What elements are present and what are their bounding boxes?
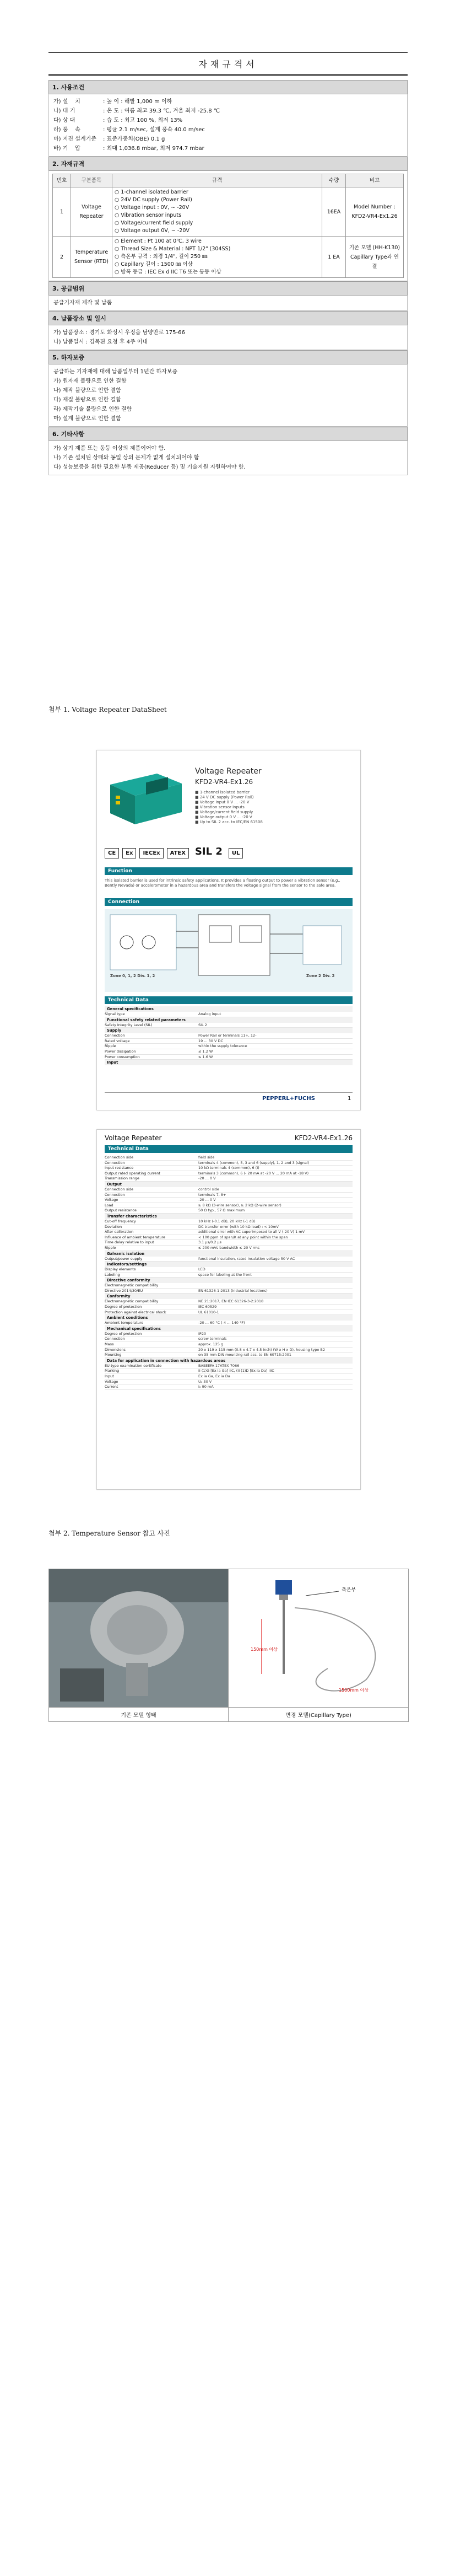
tech-value: EN 61326-1:2013 (industrial locations)	[198, 1288, 268, 1293]
tech-row	[105, 1240, 353, 1246]
tech-subheader: Supply	[105, 1028, 353, 1033]
tech-value: ≤ 200 mVs bandwidth ≤ 20 V rms	[198, 1245, 260, 1250]
feature-item: ■ 1-channel isolated barrier	[195, 790, 250, 795]
tech-value: -20 ... 60 °C (-4 ... 140 °F)	[198, 1321, 245, 1325]
tech-value: terminals 3 (common), 6 (- 20 mA at -20 V ... 20 mA at -18 V)	[198, 1171, 309, 1176]
tech-value: < 100 ppm of span/K at any point within the span	[198, 1235, 288, 1239]
tech-value: Analog input	[198, 1012, 221, 1016]
section-1-body	[48, 94, 408, 157]
section-2-body	[48, 171, 408, 281]
condition-row	[53, 125, 403, 135]
tech-value: field side	[198, 1155, 215, 1160]
condition-row	[53, 135, 403, 144]
table-row	[53, 187, 404, 237]
tech-label: Mass	[105, 1342, 114, 1347]
condition-value: : 최대 1,036.8 mbar, 최저 974.7 mbar	[103, 146, 204, 152]
tech-row	[105, 1299, 353, 1305]
section-3-body	[48, 296, 408, 311]
spec-line: ○ Voltage input : 0V, ∼ -20V	[115, 205, 189, 211]
tech-row	[105, 1219, 353, 1225]
zone-left-label: Zone 0, 1, 2 Div. 1, 2	[110, 974, 155, 978]
tech-row	[105, 1044, 353, 1049]
tech-label: EU-type examination certificate	[105, 1363, 162, 1368]
tech-value: -20 ... 0 V	[198, 1198, 216, 1203]
certification-logos	[105, 844, 353, 859]
tech-label: Display elements	[105, 1267, 136, 1272]
tech-row	[105, 1305, 353, 1310]
section-6-body	[48, 441, 408, 475]
tech-value: IP20	[198, 1331, 207, 1336]
tech-label: Influence of ambient temperature	[105, 1235, 166, 1239]
feature-item: ■ Vibration sensor inputs	[195, 805, 245, 809]
tech-row	[105, 1193, 353, 1198]
tech-value: approx. 125 g	[198, 1342, 224, 1347]
section-line: 나) 납품일시 : 김목된 요청 후 4주 이내	[53, 339, 148, 345]
section-1-header: 1. 사용조건	[48, 80, 408, 94]
capillary-model-caption: 변경 모델(Capillary Type)	[285, 1713, 351, 1719]
section-3-header: 3. 공급범위	[48, 281, 408, 296]
tech-value: 20 x 119 x 115 mm (0.8 x 4.7 x 4.5 inch) (W x H x D), housing type B2	[198, 1347, 326, 1352]
item-specs	[112, 187, 322, 237]
connection-diagram	[105, 909, 353, 992]
ds1-model: KFD2-VR4-Ex1.26	[195, 778, 253, 786]
feature-item: ■ Voltage input 0 V ... -20 V	[195, 800, 250, 804]
tech-subheader: Input	[105, 1060, 353, 1065]
tech-value: space for labeling at the front	[198, 1272, 252, 1277]
tech-subheader: Galvanic isolation	[105, 1251, 353, 1257]
spec-line: ○ 방폭 등급 : IEC Ex d IIC T6 또는 동등 이상	[115, 269, 221, 275]
ds1-function-header: Function	[105, 867, 353, 875]
tech-label: Marking	[105, 1368, 120, 1373]
photo-table	[48, 1569, 409, 1722]
tech-row	[105, 1384, 353, 1390]
tech-subheader: Output	[105, 1182, 353, 1187]
tech-row	[105, 1348, 353, 1353]
tech-label: Connection	[105, 1337, 125, 1341]
tech-value: screw terminals	[198, 1337, 227, 1341]
tech-value: 50 Ω typ., 57 Ω maximum	[198, 1208, 245, 1213]
ds1-connection-header: Connection	[105, 898, 353, 906]
table-header-cell: 구분품목	[71, 174, 112, 187]
tech-row	[105, 1257, 353, 1262]
ds1-tech-table	[105, 1006, 353, 1065]
item-specs	[112, 237, 322, 278]
tech-label: Labeling	[105, 1272, 120, 1277]
item-qty: 1 EA	[322, 237, 346, 278]
ds1-page-number: 1	[348, 1096, 351, 1102]
tech-value: LED	[198, 1267, 205, 1272]
tech-row	[105, 1171, 353, 1177]
tech-label: Signal type	[105, 1012, 125, 1016]
tech-label: Degree of protection	[105, 1331, 142, 1336]
tech-label: Ambient temperature	[105, 1321, 144, 1325]
tech-label: Input	[105, 1374, 114, 1378]
item-qty: 16EA	[322, 187, 346, 237]
tech-row	[105, 1012, 353, 1017]
tech-value: ≥ 8 kΩ (3-wire sensor), ≥ 2 kΩ (2-wire sensor)	[198, 1203, 281, 1208]
tech-row	[105, 1208, 353, 1214]
tech-subheader: General specifications	[105, 1006, 353, 1012]
tech-value: IEC 60529	[198, 1305, 217, 1310]
tech-label: Dimensions	[105, 1347, 126, 1352]
item-note: 기존 모델 (HH-K130) Capillary Type과 연결	[346, 237, 404, 278]
tech-row	[105, 1203, 353, 1209]
tech-label: Current	[105, 1384, 118, 1389]
section-line: 가) 상기 제품 또는 동등 이상의 제품이어야 함.	[53, 446, 166, 452]
tech-row	[105, 1055, 353, 1060]
ds1-product-title: Voltage Repeater	[195, 767, 262, 776]
tech-label: Input resistance	[105, 1166, 134, 1171]
spec-sheet	[48, 52, 408, 475]
pepperl-fuchs-logo: PEPPERL+FUCHS	[262, 1096, 315, 1102]
spec-line: ○ Thread Size & Material : NPT 1/2" (304SS)	[115, 246, 231, 252]
section-line: 가) 납품장소 : 경기도 화성시 우정읍 남양만로 175-66	[53, 330, 185, 336]
item-number: 1	[53, 187, 71, 237]
section-line: 마) 설계 불량으로 인한 결함	[53, 416, 121, 422]
condition-value: : 습 도 : 최고 100 %, 최저 13%	[103, 117, 183, 124]
tech-label: Ripple	[105, 1044, 116, 1049]
spec-line: ○ Voltage/current field supply	[115, 220, 193, 226]
cert-logo: Ex	[122, 848, 136, 858]
table-header-cell: 번호	[53, 174, 71, 187]
tech-value: Ex ia Ga, Ex ia Da	[198, 1374, 230, 1378]
tech-value: on 35 mm DIN mounting rail acc. to EN 60715:2001	[198, 1353, 291, 1357]
tech-label: Output resistance	[105, 1208, 137, 1213]
cert-logo: SIL 2	[194, 846, 223, 857]
condition-value: : 표준가중치(OBE) 0.1 g	[103, 136, 165, 142]
tech-row	[105, 1380, 353, 1385]
condition-row	[53, 106, 403, 116]
tech-value: functional insulation, rated insulation voltage 50 V AC	[198, 1256, 295, 1261]
tech-label: Safety Integrity Level (SIL)	[105, 1022, 153, 1027]
tech-row	[105, 1321, 353, 1326]
tech-label: Degree of protection	[105, 1305, 142, 1310]
tech-value: Power Rail or terminals 11+, 12-	[198, 1033, 257, 1038]
tech-subheader: Data for application in connection with hazardous areas	[105, 1358, 353, 1364]
tech-value: terminals 7, 8+	[198, 1192, 226, 1197]
existing-model-caption: 기존 모델 형태	[49, 1708, 229, 1721]
ds2-model: KFD2-VR4-Ex1.26	[294, 1134, 353, 1142]
section-line: 다) 성능보증을 위한 필요한 부품 제공(Reducer 등) 및 기술지원 지원하여야 함.	[53, 464, 246, 470]
condition-row	[53, 144, 403, 153]
tech-label: Transmission range	[105, 1176, 139, 1181]
section-6-header: 6. 기타사항	[48, 427, 408, 441]
spec-line: ○ Element : Pt 100 at 0℃, 3 wire	[115, 238, 202, 244]
tech-label: Connection	[105, 1033, 125, 1038]
tech-row	[105, 1342, 353, 1348]
tech-label: Connection side	[105, 1155, 134, 1160]
tech-value: additional error with AC superimposed to all V (-20 V) 1 mV	[198, 1230, 305, 1235]
ds2-tech-header: Technical Data	[105, 1145, 353, 1153]
tech-label: Connection side	[105, 1187, 134, 1192]
tech-value: terminals 4 (common), 5, 3 and 6 (supply), 1, 2 and 3 (signal)	[198, 1160, 310, 1165]
tech-value: 10 kΩ terminals 4 (common), 6 (I)	[198, 1166, 259, 1171]
tech-subheader: Conformity	[105, 1294, 353, 1299]
feature-item: ■ Voltage/current field supply	[195, 810, 253, 814]
tech-value	[198, 1283, 353, 1288]
tech-value: -20 ... 0 V	[198, 1176, 216, 1181]
spec-line: ○ 측온부 규격 : 외경 1/4", 길이 250 ㎜	[115, 254, 208, 260]
tech-value: BASEEFA 17ATEX 7066	[198, 1363, 240, 1368]
tech-label: Output/power supply	[105, 1256, 143, 1261]
section-line: 나) 기존 설치된 상태와 동일 상의 문제가 없게 설치되어야 함	[53, 455, 199, 461]
tech-subheader: Mechanical specifications	[105, 1326, 353, 1332]
tech-value: 10 kHz (-0.1 dB), 20 kHz (-1 dB)	[198, 1219, 256, 1223]
tech-value: ≤ 1.6 W	[198, 1054, 213, 1059]
tech-subheader: Indicators/settings	[105, 1262, 353, 1267]
ds1-function-text: This isolated barrier is used for intrinsic safety applications. It provides a floating output to power a vibration sensor (e.g., Bently Nevada) or accelerometer in a hazardous area and transfers the voltage signal from the sensor to the safe area.	[105, 878, 340, 888]
attachment-1-caption: 첨부 1. Voltage Repeater DataSheet	[48, 706, 167, 713]
condition-value: : 온 도 : 여름 최고 39.3 ℃, 겨울 최저 -25.8 ℃	[103, 108, 220, 114]
item-number: 2	[53, 237, 71, 278]
feature-item: ■ Voltage output 0 V ... -20 V	[195, 815, 252, 819]
section-2-header: 2. 자재규격	[48, 157, 408, 171]
spec-line: ○ Voltage output 0V, ∼ -20V	[115, 228, 189, 234]
tech-value: within the supply tolerance	[198, 1044, 247, 1049]
tech-row	[105, 1039, 353, 1044]
item-spec-table	[52, 174, 404, 278]
section-5-header: 5. 하자보증	[48, 350, 408, 364]
tech-label: Connection	[105, 1192, 125, 1197]
attachment-2-caption: 첨부 2. Temperature Sensor 참고 사진	[48, 1530, 170, 1537]
tech-label: Deviation	[105, 1224, 122, 1229]
tech-label: Output rated operating current	[105, 1171, 160, 1176]
tech-label: Power dissipation	[105, 1049, 136, 1054]
tech-row	[105, 1049, 353, 1055]
table-header-cell: 수량	[322, 174, 346, 187]
table-header-cell: 비고	[346, 174, 404, 187]
tech-row	[105, 1033, 353, 1039]
tech-label: Voltage	[105, 1379, 118, 1384]
tech-label: After calibration	[105, 1230, 134, 1235]
condition-value: : 평균 2.1 m/sec, 설계 풍속 40.0 m/sec	[103, 127, 205, 133]
tech-label: Time delay relative to input	[105, 1240, 154, 1245]
tech-row	[105, 1267, 353, 1273]
tech-row	[105, 1364, 353, 1369]
tech-row	[105, 1353, 353, 1358]
tech-row	[105, 1337, 353, 1342]
spec-line: ○ Capillary 길이 : 1500 ㎜ 이상	[115, 261, 193, 267]
tech-row	[105, 1310, 353, 1316]
tech-value: 3.1 µs/0.2 µs	[198, 1240, 222, 1245]
tech-label: Cut-off frequency	[105, 1219, 136, 1223]
condition-value: : 높 이 : 해발 1,000 m 이하	[103, 99, 172, 105]
tech-label: Protection against electrical shock	[105, 1310, 166, 1314]
tech-row	[105, 1289, 353, 1294]
sensor-label: 측온부	[342, 1587, 356, 1593]
feature-item: ■ 24 V DC supply (Power Rail)	[195, 795, 254, 799]
tech-row	[105, 1023, 353, 1028]
ds1-feature-list	[195, 790, 349, 825]
tech-label: Electromagnetic compatibility	[105, 1283, 159, 1288]
ds2-tech-table	[105, 1155, 353, 1390]
tech-row	[105, 1374, 353, 1380]
tech-value: control side	[198, 1187, 219, 1192]
section-line: 가) 원자재 불량으로 인한 결함	[53, 378, 127, 384]
tech-row	[105, 1283, 353, 1289]
existing-model-photo	[49, 1569, 229, 1707]
spec-title: 자재규격서	[48, 52, 408, 76]
tech-subheader: Transfer characteristics	[105, 1214, 353, 1219]
tech-value: I₀ 90 mA	[198, 1384, 214, 1389]
tech-label: Rated voltage	[105, 1038, 130, 1043]
tech-subheader: Functional safety related parameters	[105, 1017, 353, 1023]
tech-value: UL 61010-1	[198, 1310, 219, 1314]
tech-row	[105, 1246, 353, 1251]
tech-row	[105, 1332, 353, 1337]
tech-value: SIL 2	[198, 1022, 207, 1027]
table-header-cell: 규격	[112, 174, 322, 187]
tech-row	[105, 1187, 353, 1193]
condition-key: 다) 상 대	[53, 117, 75, 124]
datasheet-page-1	[96, 750, 361, 1110]
tech-label: Power consumption	[105, 1054, 140, 1059]
tech-subheader: Ambient conditions	[105, 1315, 353, 1321]
tech-row	[105, 1166, 353, 1171]
condition-row	[53, 116, 403, 125]
section-5-body	[48, 364, 408, 427]
cert-logo: IECEx	[139, 848, 163, 858]
condition-key: 바) 기 압	[53, 146, 80, 152]
feature-item: ■ Up to SIL 2 acc. to IEC/EN 61508	[195, 820, 263, 824]
table-row	[53, 237, 404, 278]
tech-label: Directive 2014/30/EU	[105, 1288, 143, 1293]
item-name: Temperature Sensor (RTD)	[71, 237, 112, 278]
section-line: 나) 제작 불량으로 인한 결함	[53, 388, 121, 394]
spec-line: ○ 1-channel isolated barrier	[115, 189, 188, 195]
tech-row	[105, 1368, 353, 1374]
zone-right-label: Zone 2 Div. 2	[306, 974, 335, 978]
tech-row	[105, 1161, 353, 1166]
cert-logo: UL	[229, 848, 243, 858]
item-note: Model Number : KFD2-VR4-Ex1.26	[346, 187, 404, 237]
section-line: 다) 재질 불량으로 인한 결함	[53, 397, 121, 403]
tech-label: Connection	[105, 1160, 125, 1165]
tech-value: NE 21:2017, EN IEC 61326-3-2:2018	[198, 1299, 264, 1304]
condition-key: 나) 대 기	[53, 108, 75, 114]
condition-row	[53, 97, 403, 106]
length-150-label: 150mm 이상	[251, 1647, 278, 1652]
section-4-header: 4. 납품장소 및 일시	[48, 311, 408, 325]
condition-key: 마) 지진 설계기준	[53, 136, 96, 142]
spec-line: ○ Vibration sensor inputs	[115, 212, 182, 218]
tech-row	[105, 1225, 353, 1230]
tech-value: ≤ 1.2 W	[198, 1049, 213, 1054]
tech-row	[105, 1155, 353, 1161]
tech-row	[105, 1235, 353, 1241]
cert-logo: CE	[105, 848, 119, 858]
datasheet-page-2	[96, 1129, 361, 1490]
condition-key: 가) 설 치	[53, 99, 80, 105]
tech-value: II (1)G [Ex ia Ga] IIC, (II (1)D [Ex ia Da] IIIC	[198, 1368, 274, 1373]
item-name: Voltage Repeater	[71, 187, 112, 237]
tech-label: Voltage	[105, 1198, 118, 1203]
tech-row	[105, 1273, 353, 1278]
tech-value: 19 ... 30 V DC	[198, 1038, 223, 1043]
product-image	[105, 763, 187, 828]
tech-value: U₀ 30 V	[198, 1379, 212, 1384]
tech-label: Load	[105, 1203, 113, 1208]
length-1500-label: 1500mm 이상	[339, 1688, 369, 1693]
capillary-model-photo	[229, 1569, 408, 1707]
tech-label: Ripple	[105, 1245, 116, 1250]
tech-label: Mounting	[105, 1353, 122, 1357]
section-4-body	[48, 325, 408, 350]
tech-subheader: Directive conformity	[105, 1278, 353, 1283]
tech-row	[105, 1230, 353, 1235]
tech-row	[105, 1198, 353, 1203]
ds2-product-title: Voltage Repeater	[105, 1134, 162, 1142]
tech-value: DC transfer error (with 10 kΩ load) : < 10mV	[198, 1224, 279, 1229]
spec-line: ○ 24V DC supply (Power Rail)	[115, 197, 192, 203]
tech-label: Electromagnetic compatibility	[105, 1299, 159, 1304]
cert-logo: ATEX	[167, 848, 189, 858]
condition-key: 라) 풍 속	[53, 127, 80, 133]
tech-row	[105, 1176, 353, 1182]
supply-scope-text: 공급기자재 제작 및 납품	[53, 300, 112, 306]
ds1-tech-header: Technical Data	[105, 996, 353, 1004]
section-line: 공급하는 기자재에 대해 납품일부터 1년간 하자보증	[53, 369, 178, 375]
section-line: 라) 제작기술 불량으로 인한 결함	[53, 406, 132, 412]
